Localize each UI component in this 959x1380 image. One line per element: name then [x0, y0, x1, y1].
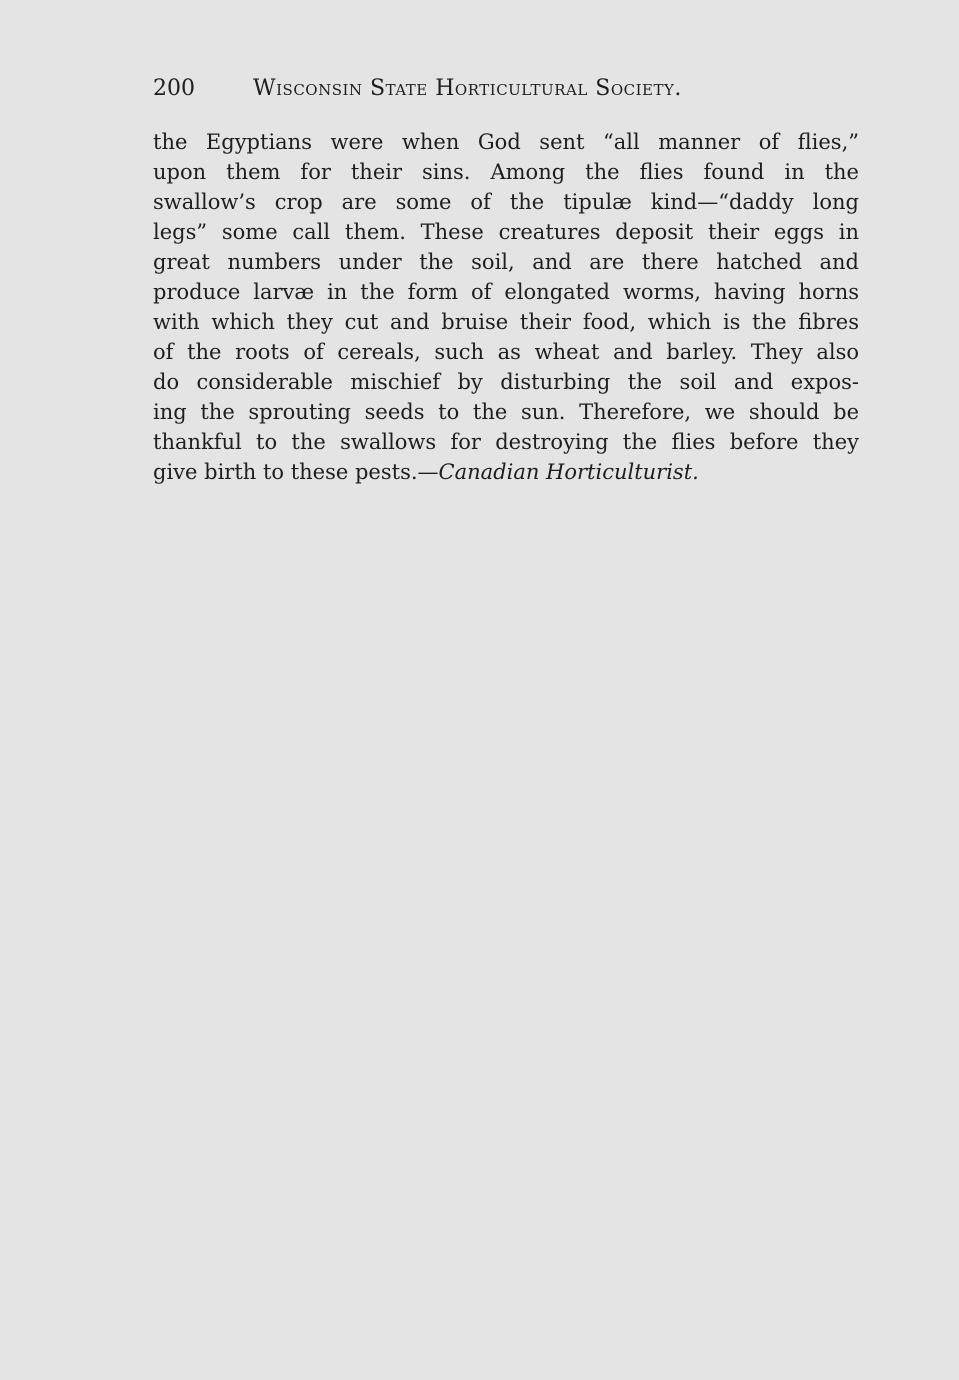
text-line: ing the sprouting seeds to the sun. Therefore, we should be: [153, 400, 859, 424]
closing-text: give birth to these pests.—: [153, 460, 439, 484]
text-line: great numbers under the soil, and are there hatched and: [153, 250, 859, 274]
source-attribution: Canadian Horticulturist.: [438, 460, 699, 484]
text-line: the Egyptians were when God sent “all manner of flies,”: [153, 130, 859, 154]
text-line-last: [153, 457, 859, 487]
text-line: legs” some call them. These creatures deposit their eggs in: [153, 220, 859, 244]
article-paragraph: [153, 127, 859, 487]
journal-title: Wisconsin State Horticultural Society.: [253, 76, 682, 101]
text-line: of the roots of cereals, such as wheat and barley. They also: [153, 340, 859, 364]
running-head: [153, 72, 859, 106]
text-line: produce larvæ in the form of elongated worms, having horns: [153, 280, 859, 304]
text-line: with which they cut and bruise their food, which is the fibres: [153, 310, 859, 334]
page-number: 200: [153, 76, 195, 101]
text-line: do considerable mischief by disturbing the soil and expos-: [153, 370, 859, 394]
text-line: swallow’s crop are some of the tipulæ kind—“daddy long: [153, 190, 859, 214]
text-line: thankful to the swallows for destroying the flies before they: [153, 430, 859, 454]
text-line: upon them for their sins. Among the flies found in the: [153, 160, 859, 184]
